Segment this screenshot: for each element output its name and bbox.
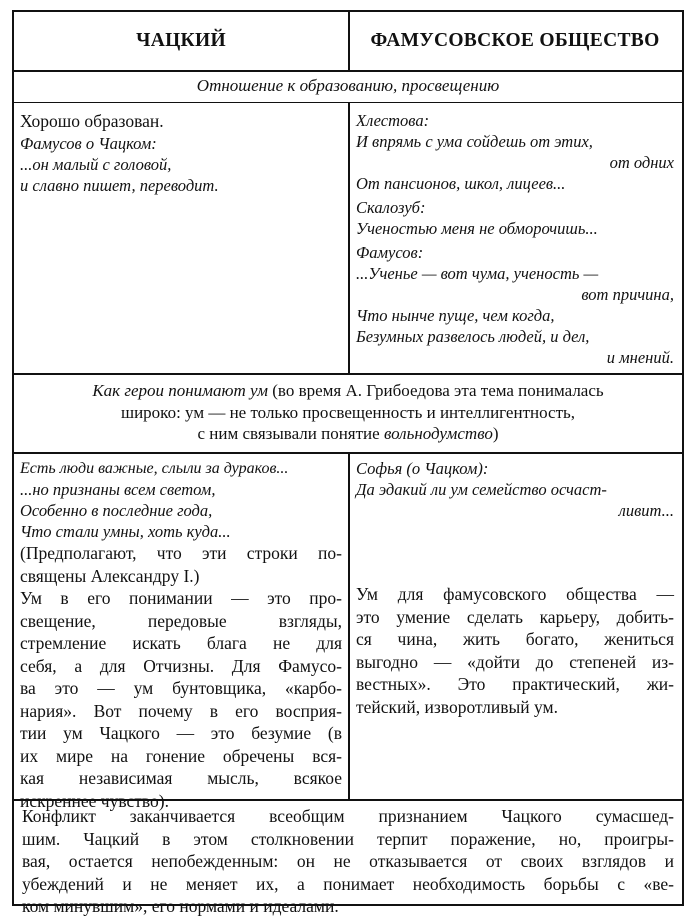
mind-famusov-cell bbox=[356, 458, 674, 521]
quote-line: Что нынче пуще, чем когда, bbox=[356, 306, 555, 325]
paragraph-line: ва это — ум бунтовщика, «карбо- bbox=[20, 678, 342, 698]
speaker-famusov: Фамусов: bbox=[356, 243, 424, 262]
paragraph-line: стремление искать блага не для bbox=[20, 633, 342, 653]
note-line: священы Александру I.) bbox=[20, 565, 200, 586]
quote-line: от одних bbox=[609, 153, 674, 172]
note-line: (Предполагают, что эти строки по- bbox=[20, 543, 342, 563]
column-divider bbox=[348, 102, 350, 373]
conclusion-line: убеждений и не меняет их, а понимает необходимость борьбы с «ве- bbox=[22, 873, 674, 894]
quote-line: И впрямь с ума сойдешь от этих, bbox=[356, 132, 593, 151]
paragraph-line: тейский, изворотливый ум. bbox=[356, 696, 559, 717]
quote-line: и славно пишет, переводит. bbox=[20, 175, 219, 195]
quote-line: Особенно в последние года, bbox=[20, 501, 213, 520]
speaker-khlestova: Хлестова: bbox=[356, 111, 430, 130]
quote-line: Что стали умны, хоть куда... bbox=[20, 522, 231, 541]
quote-line: Есть люди важные, слыли за дураков... bbox=[20, 460, 289, 477]
header-chatsky: ЧАЦКИЙ bbox=[136, 30, 226, 51]
section-mind-title-line: широко: ум — не только просвещенность и интеллигентность, bbox=[120, 402, 576, 422]
paragraph-line: это умение сделать карьеру, добить- bbox=[356, 606, 674, 627]
comparison-table bbox=[12, 10, 684, 916]
paragraph-line: вестных». Это практический, жи- bbox=[356, 674, 674, 694]
quote-line: ...Ученье — вот чума, ученость — bbox=[356, 264, 599, 283]
section-mind-title-rest: (во время А. Грибоедова эта тема понималась bbox=[268, 381, 604, 400]
education-chatsky-line: Хорошо образован. bbox=[20, 111, 164, 131]
conclusion-line: вая, остается непобежденным: он не отказывается от своих взглядов и bbox=[22, 851, 674, 871]
paragraph-line: выгодно — «дойти до степеней из- bbox=[356, 651, 674, 672]
mind-chatsky-cell bbox=[20, 458, 342, 812]
quote-line: ...он малый с головой, bbox=[20, 154, 172, 174]
row-divider bbox=[14, 70, 682, 72]
section-mind-title-line: ) bbox=[492, 424, 499, 443]
education-famusov-cell bbox=[356, 110, 674, 368]
section-education-title: Отношение к образованию, просвещению bbox=[196, 76, 500, 95]
quote-line: ливит... bbox=[618, 501, 674, 520]
paragraph-line: ся чина, жить богато, жениться bbox=[356, 629, 674, 649]
speaker-sofya: Софья (о Чацком): bbox=[356, 459, 489, 478]
section-mind-title-italic: Как герои понимают ум bbox=[92, 381, 269, 400]
paragraph-line: Ум в его понимании — это про- bbox=[20, 588, 342, 608]
speaker-skalozub: Скалозуб: bbox=[356, 198, 426, 217]
paragraph-line: искреннее чувство). bbox=[20, 790, 170, 811]
term-freethinking: вольнодумство bbox=[383, 424, 493, 443]
column-divider bbox=[348, 452, 350, 799]
quote-line: и мнений. bbox=[606, 348, 674, 367]
section-mind-title-line: с ним связывали понятие bbox=[197, 424, 384, 443]
conclusion-line: шим. Чацкий в этом столкновении терпит поражение, но, проигры- bbox=[22, 828, 674, 849]
row-divider bbox=[14, 373, 682, 375]
paragraph-line: нария». Вот почему в его восприя- bbox=[20, 700, 342, 721]
paragraph-line: Ум для фамусовского общества — bbox=[356, 584, 674, 604]
mind-famusov-paragraph bbox=[356, 583, 674, 718]
conclusion-paragraph bbox=[22, 805, 674, 918]
conclusion-line: Конфликт заканчивается всеобщим признанием Чацкого сумасшед- bbox=[22, 806, 674, 826]
quote-line: Да эдакий ли ум семейство осчаст- bbox=[356, 480, 607, 499]
section-mind-title bbox=[14, 380, 682, 445]
quote-line: вот причина, bbox=[581, 285, 674, 304]
quote-line: ...но признаны всем светом, bbox=[20, 480, 216, 499]
paragraph-line: тии ум Чацкого — это безумие (в bbox=[20, 723, 342, 743]
paragraph-line: их мире на гонение обречены вся- bbox=[20, 745, 342, 766]
quote-line: Ученостью меня не обморочишь... bbox=[356, 219, 598, 238]
paragraph-line: свещение, передовые взгляды, bbox=[20, 610, 342, 631]
conclusion-line: ком минувшим», его нормами и идеалами. bbox=[22, 896, 339, 916]
quote-line: Безумных развелось людей, и дел, bbox=[356, 327, 590, 346]
speaker-famusov: Фамусов о Чацком: bbox=[20, 133, 157, 153]
education-chatsky-cell bbox=[20, 110, 342, 196]
quote-line: От пансионов, школ, лицеев... bbox=[356, 174, 566, 193]
column-divider bbox=[348, 12, 350, 70]
paragraph-line: кая независимая мысль, всякое bbox=[20, 768, 342, 788]
row-divider bbox=[14, 799, 682, 801]
header-famusov-society: ФАМУСОВСКОЕ ОБЩЕСТВО bbox=[370, 30, 660, 51]
paragraph-line: себя, а для Отчизны. Для Фамусо- bbox=[20, 655, 342, 676]
